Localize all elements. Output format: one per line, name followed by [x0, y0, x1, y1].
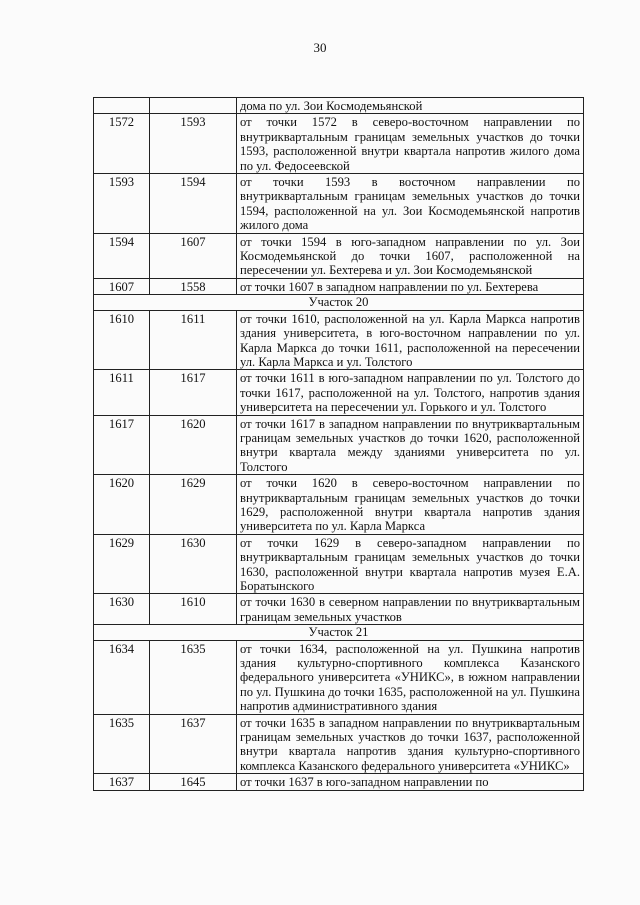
to-point-cell: 1645 [150, 774, 237, 790]
table-row [94, 233, 584, 278]
to-point-cell: 1607 [150, 233, 237, 278]
table-body [94, 98, 584, 791]
description-cell: от точки 1594 в юго-западном направлении по ул. Зои Космодемьянской до точки 1607, расположенной на пересечении ул. Бехтерева и ул. Зои Космодемьянской [237, 233, 584, 278]
section-header-row [94, 625, 584, 640]
to-point-cell: 1593 [150, 114, 237, 174]
section-header-row [94, 295, 584, 310]
from-point-cell: 1594 [94, 233, 150, 278]
description-cell: от точки 1607 в западном направлении по ул. Бехтерева [237, 278, 584, 294]
description-cell: от точки 1611 в юго-западном направлении по ул. Толстого до точки 1617, расположенной на ул. Толстого, напротив здания университета на пересечении ул. Горького и ул. Толстого [237, 370, 584, 415]
from-point-cell: 1611 [94, 370, 150, 415]
description-cell: дома по ул. Зои Космодемьянской [237, 98, 584, 114]
table-row [94, 370, 584, 415]
to-point-cell: 1594 [150, 174, 237, 234]
table-row [94, 310, 584, 370]
to-point-cell: 1611 [150, 310, 237, 370]
description-cell: от точки 1629 в северо-западном направлении по внутриквартальным границам земельных участков до точки 1630, расположенной внутри квартала напротив музея Е.А. Боратынского [237, 534, 584, 594]
description-cell: от точки 1610, расположенной на ул. Карла Маркса напротив здания университета, в юго-восточном направлении по ул. Карла Маркса до точки 1611, расположенной на пересечении ул. Карла Маркса и ул. Толстого [237, 310, 584, 370]
to-point-cell: 1620 [150, 415, 237, 475]
from-point-cell: 1629 [94, 534, 150, 594]
from-point-cell [94, 98, 150, 114]
table-row [94, 114, 584, 174]
table-row [94, 98, 584, 114]
to-point-cell: 1617 [150, 370, 237, 415]
section-title: Участок 20 [94, 295, 584, 310]
page-number: 30 [313, 40, 327, 55]
to-point-cell: 1629 [150, 475, 237, 535]
description-cell: от точки 1593 в восточном направлении по внутриквартальным границам земельных участков до точки 1594, расположенной на ул. Зои Космодемьянской напротив жилого дома [237, 174, 584, 234]
description-cell: от точки 1635 в западном направлении по внутриквартальным границам земельных участков до точки 1637, расположенной внутри квартала напротив здания культурно-спортивного комплекса Казанского федерального университета «УНИКС» [237, 714, 584, 774]
from-point-cell: 1634 [94, 640, 150, 714]
from-point-cell: 1593 [94, 174, 150, 234]
from-point-cell: 1610 [94, 310, 150, 370]
to-point-cell: 1635 [150, 640, 237, 714]
table-row [94, 415, 584, 475]
to-point-cell: 1630 [150, 534, 237, 594]
to-point-cell: 1610 [150, 594, 237, 625]
table-row [94, 278, 584, 294]
to-point-cell [150, 98, 237, 114]
from-point-cell: 1572 [94, 114, 150, 174]
table-row [94, 174, 584, 234]
description-cell: от точки 1630 в северном направлении по внутриквартальным границам земельных участков [237, 594, 584, 625]
from-point-cell: 1635 [94, 714, 150, 774]
from-point-cell: 1637 [94, 774, 150, 790]
table-row [94, 714, 584, 774]
from-point-cell: 1617 [94, 415, 150, 475]
table-row [94, 534, 584, 594]
section-title: Участок 21 [94, 625, 584, 640]
from-point-cell: 1630 [94, 594, 150, 625]
description-cell: от точки 1620 в северо-восточном направлении по внутриквартальным границам земельных участков до точки 1629, расположенной внутри квартала напротив здания университета по ул. Карла Маркса [237, 475, 584, 535]
to-point-cell: 1637 [150, 714, 237, 774]
from-point-cell: 1620 [94, 475, 150, 535]
from-point-cell: 1607 [94, 278, 150, 294]
description-cell: от точки 1634, расположенной на ул. Пушкина напротив здания культурно-спортивного комплекса Казанского федерального университета «УНИКС», в южном направлении по ул. Пушкина до точки 1635, расположенной на ул. Пушкина напротив административного здания [237, 640, 584, 714]
description-cell: от точки 1617 в западном направлении по внутриквартальным границам земельных участков до точки 1620, расположенной внутри квартала между зданиями университета по ул. Толстого [237, 415, 584, 475]
description-cell: от точки 1637 в юго-западном направлении по [237, 774, 584, 790]
table-row [94, 640, 584, 714]
to-point-cell: 1558 [150, 278, 237, 294]
table-row [94, 594, 584, 625]
boundary-description-table [93, 97, 584, 791]
table-row [94, 475, 584, 535]
description-cell: от точки 1572 в северо-восточном направлении по внутриквартальным границам земельных участков до точки 1593, расположенной внутри квартала напротив жилого дома по ул. Федосеевской [237, 114, 584, 174]
table-row [94, 774, 584, 790]
